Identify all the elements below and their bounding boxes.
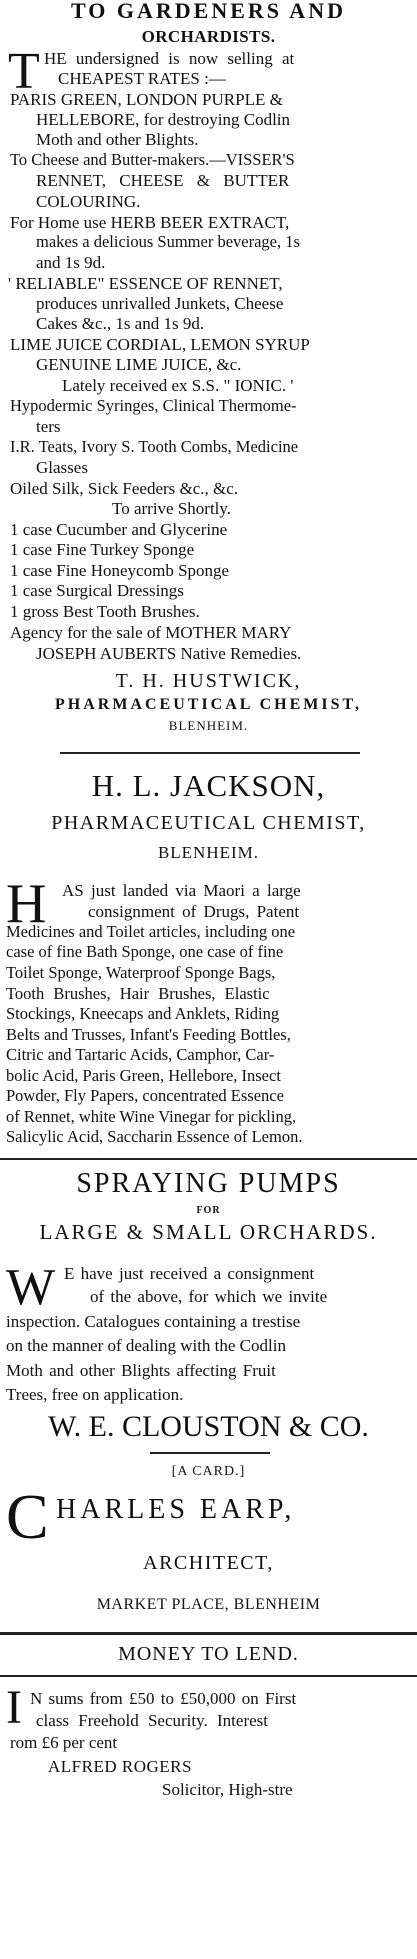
divider-rule [150, 1452, 270, 1454]
clouston-line-2: of the above, for which we invite [90, 1287, 328, 1306]
clouston-line-1: E have just received a consignment [64, 1264, 315, 1283]
hustwick-line-27: 1 case Surgical Dressings [10, 581, 184, 600]
rogers-line-2: class Freehold Security. Interest [36, 1711, 268, 1730]
hustwick-line-24: 1 case Cucumber and Glycerine [10, 520, 228, 539]
jackson-dropcap: H [6, 873, 47, 935]
rogers-heading: MONEY TO LEND. [118, 1643, 299, 1665]
hustwick-signature: T. H. HUSTWICK, [115, 670, 302, 692]
rogers-dropcap: I [6, 1681, 22, 1734]
hustwick-line-14: Cakes &c., 1s and 1s 9d. [36, 314, 205, 333]
jackson-place: BLENHEIM. [157, 843, 260, 862]
earp-address: MARKET PLACE, BLENHEIM [96, 1596, 321, 1613]
hustwick-line-15: LIME JUICE CORDIAL, LEMON SYRUP [10, 335, 310, 354]
jackson-line-4: case of fine Bath Sponge, one case of fine [6, 942, 284, 961]
hustwick-line-23: To arrive Shortly. [112, 499, 232, 518]
jackson-line-5: Toilet Sponge, Waterproof Sponge Bags, [6, 963, 276, 982]
earp-title: ARCHITECT, [143, 1552, 274, 1574]
hustwick-heading: TO GARDENERS AND [71, 0, 346, 23]
jackson-title: PHARMACEUTICAL CHEMIST, [51, 812, 366, 834]
hustwick-line-12: ' RELIABLE" ESSENCE OF RENNET, [8, 274, 283, 293]
clouston-line-5: Moth and other Blights affecting Fruit [6, 1361, 276, 1380]
rogers-line-3: rom £6 per cent [10, 1733, 118, 1752]
hustwick-line-19: ters [36, 417, 61, 436]
divider-rule [0, 1632, 417, 1635]
hustwick-line-13: produces unrivalled Junkets, Cheese [36, 294, 284, 313]
hustwick-line-1: HE undersigned is now selling at [44, 49, 295, 68]
hustwick-line-16: GENUINE LIME JUICE, &c. [36, 355, 242, 374]
divider-rule [0, 1675, 417, 1677]
hustwick-line-25: 1 case Fine Turkey Sponge [10, 540, 195, 559]
hustwick-line-29: Agency for the sale of MOTHER MARY [10, 623, 292, 642]
jackson-line-13: Salicylic Acid, Saccharin Essence of Lemon. [6, 1127, 303, 1146]
hustwick-line-28: 1 gross Best Tooth Brushes. [10, 602, 200, 621]
hustwick-title: PHARMACEUTICAL CHEMIST, [55, 696, 362, 713]
jackson-line-10: bolic Acid, Paris Green, Hellebore, Insect [6, 1066, 281, 1085]
hustwick-line-7: RENNET, CHEESE & BUTTER [36, 171, 290, 190]
jackson-line-12: of Rennet, white Wine Vinegar for pickling, [6, 1107, 297, 1126]
hustwick-line-10: makes a delicious Summer beverage, 1s [36, 232, 300, 251]
hustwick-dropcap: T [8, 43, 40, 100]
hustwick-line-4: HELLEBORE, for destroying Codlin [36, 110, 291, 129]
clouston-signature: W. E. CLOUSTON & CO. [48, 1410, 369, 1443]
hustwick-line-22: Oiled Silk, Sick Feeders &c., &c. [10, 479, 239, 498]
hustwick-line-26: 1 case Fine Honeycomb Sponge [10, 561, 230, 580]
hustwick-line-5: Moth and other Blights. [36, 130, 199, 149]
earp-card-label: [A CARD.] [171, 1464, 246, 1479]
rogers-name: ALFRED ROGERS [48, 1757, 192, 1776]
jackson-line-3: Medicines and Toilet articles, including one [6, 922, 296, 941]
clouston-heading: SPRAYING PUMPS [76, 1168, 341, 1199]
hustwick-line-2: CHEAPEST RATES :— [58, 69, 226, 88]
hustwick-line-3: PARIS GREEN, LONDON PURPLE & [10, 90, 283, 109]
hustwick-line-8: COLOURING. [36, 192, 141, 211]
clouston-line-4: on the manner of dealing with the Codlin [6, 1336, 286, 1355]
hustwick-line-11: and 1s 9d. [36, 253, 106, 272]
jackson-line-8: Belts and Trusses, Infant's Feeding Bottles, [6, 1025, 291, 1044]
clouston-line-3: inspection. Catalogues containing a trestise [6, 1312, 301, 1331]
clouston-dropcap: W [6, 1259, 56, 1316]
divider-rule [60, 752, 360, 754]
hustwick-line-30: JOSEPH AUBERTS Native Remedies. [36, 644, 302, 663]
hustwick-line-21: Glasses [36, 458, 88, 477]
earp-name: HARLES EARP, [56, 1494, 296, 1525]
clouston-subheading: LARGE & SMALL ORCHARDS. [39, 1220, 378, 1244]
earp-dropcap: C [6, 1481, 49, 1552]
hustwick-line-20: I.R. Teats, Ivory S. Tooth Combs, Medicine [10, 437, 299, 456]
divider-rule [0, 1158, 417, 1160]
rogers-line-1: N sums from £50 to £50,000 on First [30, 1689, 297, 1708]
clouston-line-6: Trees, free on application. [6, 1385, 184, 1404]
jackson-line-1: AS just landed via Maori a large [62, 881, 301, 900]
rogers-address: Solicitor, High-stre [162, 1780, 293, 1799]
jackson-line-6: Tooth Brushes, Hair Brushes, Elastic [6, 984, 270, 1003]
jackson-line-9: Citric and Tartaric Acids, Camphor, Car- [6, 1045, 275, 1064]
hustwick-subheading: ORCHARDISTS. [141, 27, 276, 46]
jackson-line-2: consignment of Drugs, Patent [88, 902, 300, 921]
jackson-name: H. L. JACKSON, [91, 768, 326, 803]
clouston-for: FOR [196, 1205, 221, 1216]
jackson-line-7: Stockings, Kneecaps and Anklets, Riding [6, 1004, 280, 1023]
hustwick-line-17: Lately received ex S.S. " IONIC. ' [62, 376, 294, 395]
jackson-line-11: Powder, Fly Papers, concentrated Essence [6, 1086, 284, 1105]
hustwick-place: BLENHEIM. [168, 718, 249, 733]
hustwick-line-18: Hypodermic Syringes, Clinical Thermome- [10, 396, 297, 415]
hustwick-line-6: To Cheese and Butter-makers.—VISSER'S [10, 150, 295, 169]
hustwick-line-9: For Home use HERB BEER EXTRACT, [10, 213, 290, 232]
